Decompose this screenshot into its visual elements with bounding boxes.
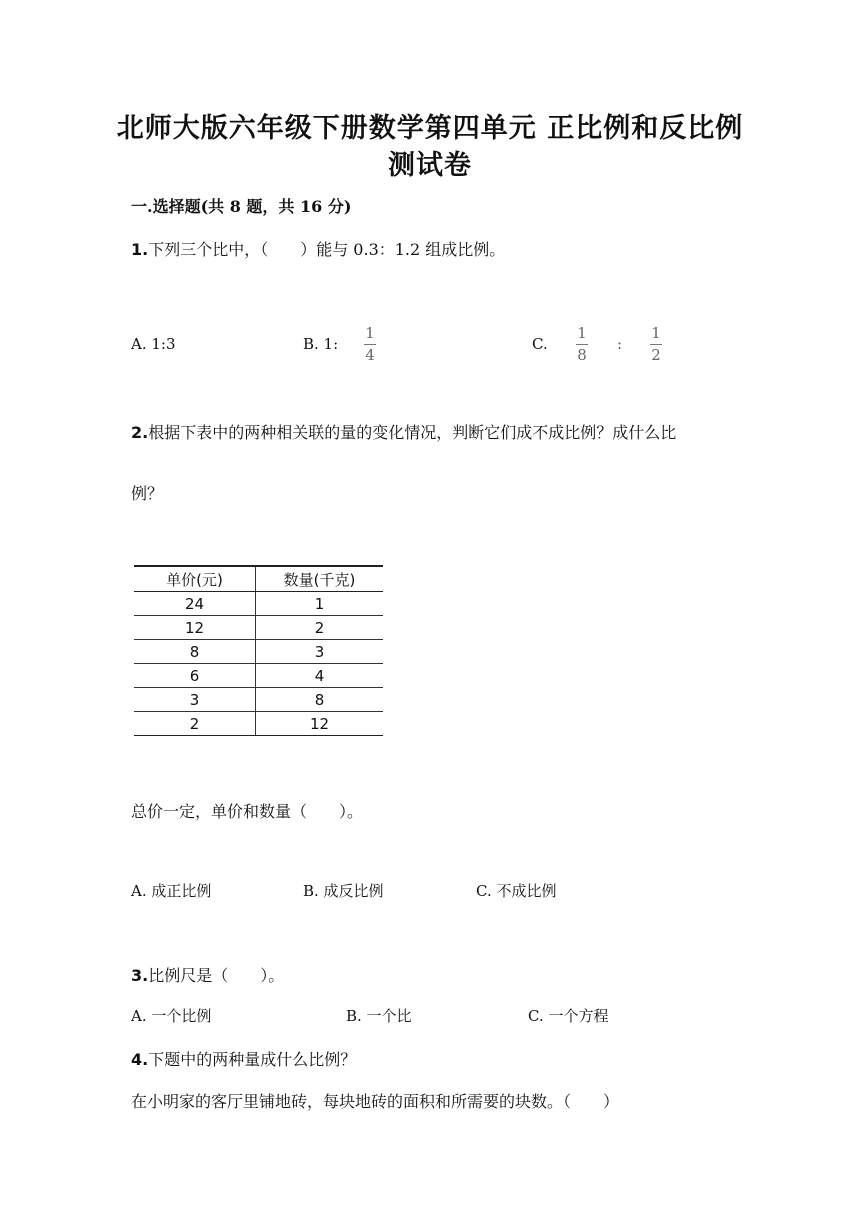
question-number: 4. bbox=[131, 1050, 149, 1069]
q1-option-c-fraction-1 bbox=[576, 325, 588, 364]
table-row bbox=[134, 616, 383, 640]
header-unit-price: 单价(元) bbox=[134, 566, 256, 592]
header-quantity: 数量(千克) bbox=[256, 566, 384, 592]
q1-option-c-colon: : bbox=[617, 335, 623, 353]
document-title-line2: 测试卷 bbox=[388, 150, 472, 181]
section-heading: 一.选择题(共 8 题，共 16 分) bbox=[131, 197, 352, 216]
q2-option-b: B. 成反比例 bbox=[303, 882, 384, 900]
q1-option-b-fraction bbox=[364, 325, 376, 364]
fraction-bar bbox=[576, 344, 588, 345]
q3-option-b: B. 一个比 bbox=[346, 1007, 412, 1025]
question-number: 2. bbox=[131, 423, 149, 442]
q1-option-b: B. 1: bbox=[303, 335, 339, 353]
table-cell: 3 bbox=[256, 640, 384, 664]
fraction-numerator: 1 bbox=[577, 324, 587, 342]
fraction-denominator: 8 bbox=[577, 346, 587, 364]
table-cell: 3 bbox=[134, 688, 256, 712]
table-cell: 8 bbox=[134, 640, 256, 664]
table-header-row bbox=[134, 566, 383, 592]
question-text: 下列三个比中，（ ）能与 0.3：1.2 组成比例。 bbox=[148, 240, 506, 259]
q2-option-c: C. 不成比例 bbox=[476, 882, 557, 900]
q3-option-a: A. 一个比例 bbox=[131, 1007, 212, 1025]
q2-option-a: A. 成正比例 bbox=[131, 882, 212, 900]
fraction-bar bbox=[364, 344, 376, 345]
fraction-numerator: 1 bbox=[365, 324, 375, 342]
question-2-continuation: 例？ bbox=[131, 484, 164, 503]
table-cell: 6 bbox=[134, 664, 256, 688]
question-4 bbox=[131, 1047, 356, 1070]
fraction-bar bbox=[650, 344, 662, 345]
table-cell: 1 bbox=[256, 592, 384, 616]
q3-option-c: C. 一个方程 bbox=[528, 1007, 609, 1025]
q2-statement: 总价一定，单价和数量（ ）。 bbox=[131, 802, 364, 821]
question-number: 3. bbox=[131, 966, 149, 985]
question-3 bbox=[131, 963, 284, 986]
table-cell: 8 bbox=[256, 688, 384, 712]
document-title-line1: 北师大版六年级下册数学第四单元 正比例和反比例 bbox=[116, 113, 744, 144]
question-2 bbox=[131, 420, 676, 443]
fraction-denominator: 4 bbox=[365, 346, 375, 364]
q1-option-a: A. 1:3 bbox=[131, 335, 176, 353]
q1-option-c: C. bbox=[532, 335, 548, 353]
table-cell: 12 bbox=[134, 616, 256, 640]
table-cell: 2 bbox=[134, 712, 256, 736]
question-1 bbox=[131, 237, 505, 260]
fraction-denominator: 2 bbox=[651, 346, 661, 364]
question-number: 1. bbox=[131, 240, 149, 259]
table-cell: 12 bbox=[256, 712, 384, 736]
table-cell: 2 bbox=[256, 616, 384, 640]
q1-option-c-fraction-2 bbox=[650, 325, 662, 364]
table-row bbox=[134, 688, 383, 712]
table-row bbox=[134, 592, 383, 616]
table-row bbox=[134, 640, 383, 664]
price-quantity-table bbox=[134, 565, 383, 736]
question-4-body: 在小明家的客厅里铺地砖，每块地砖的面积和所需要的块数。（ ） bbox=[131, 1092, 620, 1111]
question-text: 比例尺是（ ）。 bbox=[148, 966, 285, 985]
table-cell: 24 bbox=[134, 592, 256, 616]
fraction-numerator: 1 bbox=[651, 324, 661, 342]
question-text: 根据下表中的两种相关联的量的变化情况，判断它们成不成比例？成什么比 bbox=[148, 423, 677, 442]
table-row bbox=[134, 712, 383, 736]
table-row bbox=[134, 664, 383, 688]
table-cell: 4 bbox=[256, 664, 384, 688]
question-text: 下题中的两种量成什么比例？ bbox=[148, 1050, 357, 1069]
